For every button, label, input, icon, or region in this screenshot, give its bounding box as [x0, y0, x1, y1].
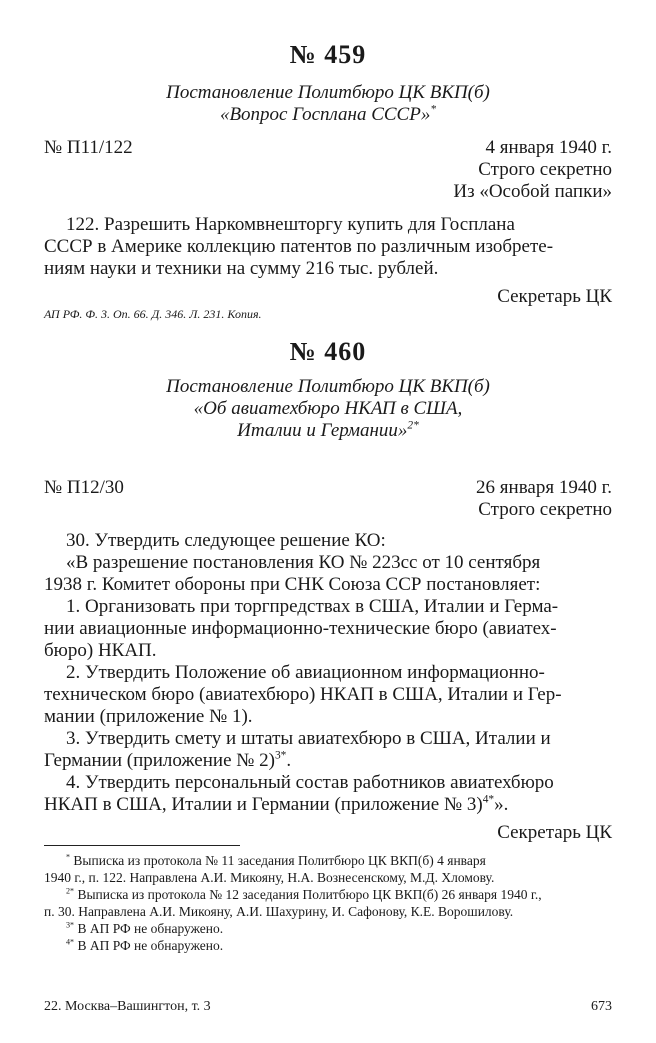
- doc-460-item-3: [44, 750, 612, 772]
- doc-460-signature: Секретарь ЦК: [497, 822, 612, 843]
- footnote-mark: 3*: [274, 749, 287, 762]
- doc-460-title-line3: [44, 420, 612, 442]
- doc-459-body-line: ниям науки и техники на сумму 216 тыс. рублей.: [44, 258, 439, 279]
- doc-459-protocol: № П11/122: [44, 137, 133, 158]
- doc-460-quote-line: «В разрешение постановления КО № 223сс от 10 сентября: [66, 552, 541, 573]
- doc-460-date: 26 января 1940 г.: [476, 477, 612, 498]
- doc-460-quote-line: 1938 г. Комитет обороны при СНК Союза ССР постановляет:: [44, 574, 541, 595]
- doc-460-body: [44, 530, 612, 844]
- doc-460-item-3-end: .: [286, 750, 292, 771]
- footnote-1-text: Выписка из протокола № 11 заседания Политбюро ЦК ВКП(б) 4 января: [73, 853, 486, 868]
- doc-459-source: АП РФ. Ф. 3. Оп. 66. Д. 346. Л. 231. Копия.: [44, 307, 262, 321]
- doc-460-item-1: нии авиационные информационно-технические бюро (авиатех-: [44, 618, 557, 639]
- footnote-4: [44, 937, 612, 954]
- doc-460-paragraph-30: 30. Утвердить следующее решение КО:: [66, 530, 386, 551]
- doc-459-folder: Из «Особой папки»: [453, 181, 612, 202]
- footer-signature-mark: 22. Москва–Вашингтон, т. 3: [44, 999, 211, 1014]
- doc-459-date: 4 января 1940 г.: [485, 137, 612, 158]
- doc-460-item-4: 4. Утвердить персональный состав работников авиатехбюро: [66, 772, 554, 793]
- doc-460-item-2: мании (приложение № 1).: [44, 706, 253, 727]
- footnote-mark: *: [430, 103, 437, 116]
- doc-460: [44, 337, 612, 367]
- footnote-mark: 2*: [66, 886, 75, 896]
- footnote-3-text: В АП РФ не обнаружено.: [77, 921, 224, 936]
- footnote-4-text: В АП РФ не обнаружено.: [77, 938, 224, 953]
- doc-459-body-line: 122. Разрешить Наркомвнешторгу купить для Госплана: [66, 214, 515, 235]
- footnote-mark: 4*: [482, 793, 495, 806]
- doc-460-item-4: [44, 794, 612, 816]
- doc-460-item-1: 1. Организовать при торгпредствах в США, Италии и Герма-: [66, 596, 559, 617]
- doc-460-item-3: 3. Утвердить смету и штаты авиатехбюро в США, Италии и: [66, 728, 551, 749]
- footnote-2-text: Выписка из протокола № 12 заседания Политбюро ЦК ВКП(б) 26 января 1940 г.,: [77, 887, 542, 902]
- footnote-3: [44, 920, 612, 937]
- doc-459-title-text: «Вопрос Госплана СССР»: [219, 104, 431, 125]
- doc-460-meta: [44, 477, 612, 521]
- doc-459-title-line1: Постановление Политбюро ЦК ВКП(б): [166, 82, 490, 103]
- footnote-rule: [44, 845, 240, 846]
- doc-460-item-4-text: НКАП в США, Италии и Германии (приложение № 3): [44, 794, 483, 815]
- doc-459-number: № 459: [289, 40, 367, 69]
- doc-459-body: [44, 214, 612, 308]
- doc-460-protocol: № П12/30: [44, 477, 124, 498]
- footnote-2-cont: п. 30. Направлена А.И. Микояну, А.И. Шахурину, И. Сафонову, К.Е. Ворошилову.: [44, 904, 514, 919]
- doc-459-classification: Строго секретно: [478, 159, 612, 180]
- doc-460-title-text: Италии и Германии»: [237, 420, 408, 441]
- doc-460-title-line2: «Об авиатехбюро НКАП в США,: [193, 398, 463, 419]
- doc-460-item-2: 2. Утвердить Положение об авиационном информационно-: [66, 662, 545, 683]
- footnote-mark: *: [66, 852, 71, 862]
- doc-460-item-1: бюро) НКАП.: [44, 640, 157, 661]
- doc-460-item-2: техническом бюро (авиатехбюро) НКАП в США, Италии и Гер-: [44, 684, 562, 705]
- footnote-mark: 4*: [66, 937, 75, 947]
- doc-459-title-line2: [44, 104, 612, 126]
- footnote-mark: 3*: [66, 920, 75, 930]
- doc-460-title: [44, 376, 612, 442]
- doc-460-item-3-text: Германии (приложение № 2): [44, 750, 275, 771]
- doc-459-title: [44, 82, 612, 126]
- doc-459: [44, 40, 612, 70]
- footnote-1: [44, 852, 612, 869]
- doc-460-item-4-end: ».: [494, 794, 509, 815]
- doc-460-number: № 460: [289, 337, 367, 366]
- doc-459-signature: Секретарь ЦК: [497, 286, 612, 307]
- footnote-2: [44, 886, 612, 903]
- footnote-1-cont: 1940 г., п. 122. Направлена А.И. Микояну, Н.А. Вознесенскому, М.Д. Хломову.: [44, 870, 495, 885]
- doc-459-body-line: СССР в Америке коллекцию патентов по различным изобрете-: [44, 236, 554, 257]
- doc-460-title-line1: Постановление Политбюро ЦК ВКП(б): [166, 376, 490, 397]
- footnotes: [44, 852, 612, 954]
- page-footer: [44, 998, 612, 1016]
- footnote-mark: 2*: [407, 419, 419, 432]
- page-number: 673: [591, 999, 612, 1014]
- doc-460-classification: Строго секретно: [478, 499, 612, 520]
- doc-459-meta: [44, 137, 612, 203]
